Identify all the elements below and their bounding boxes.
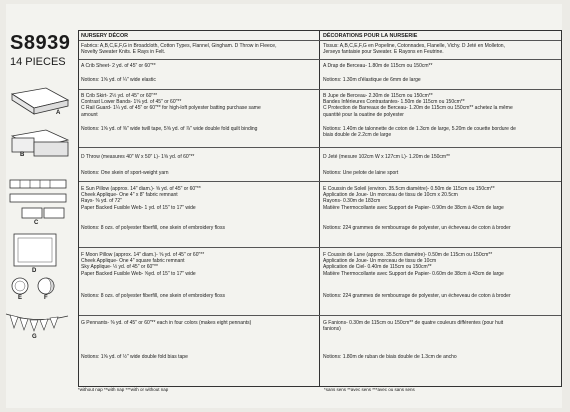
fr-line: Rayons- 0.30m de 183cm — [323, 198, 381, 205]
en-line: Fabrics: A,B,C,E,F,G in Broadcloth, Cotton Types, Flannel, Gingham. D Throw in Fleece, — [81, 43, 277, 49]
en-line: D Throw (measures 40" W x 50" L)- 1⅝ yd. of 60"** — [81, 154, 195, 160]
en-line: Rays- ⅜ yd. of 72" — [81, 198, 122, 205]
fr-line: Bandes Inférieures Contrastantes- 1.50m de 115cm ou 150cm** — [323, 99, 465, 106]
fr-line: Jerseys fantaisie pour Sweater. E Rayons en Feutrine. — [323, 49, 444, 56]
fr-line: Application de Joue- Un morceau de tissu de 10cm x 20.5cm — [323, 192, 458, 199]
thumb-label-e: E — [18, 295, 23, 301]
fr-line: C Protection de Barreaux de Berceau- 1.20m de 115cm ou 150cm** achetez la même — [323, 105, 513, 112]
moon-pillow-drawing — [38, 278, 54, 294]
fr-line: A Drap de Berceau- 1.80m de 115cm ou 150cm** — [323, 63, 433, 69]
fr-line: Matière Thermocollante avec Support de Papier- 0.90m de 38cm à 43cm de large — [323, 204, 504, 211]
thumb-label-b: B — [20, 152, 25, 158]
fr-line: Notions: Une pelote de laine sport — [323, 170, 399, 177]
pattern-back-sheet — [6, 4, 562, 408]
row-crib-skirt-rail-guard — [79, 89, 561, 148]
pieces-count: 14 PIECES — [10, 56, 66, 68]
thumb-label-c: C — [34, 220, 39, 226]
thumb-label-g: G — [32, 334, 37, 340]
en-line: A Crib Sheet- 2 yd. of 45" or 60"** — [81, 63, 156, 69]
fr-line: E Coussin de Soleil (environ. 35.5cm diamètre)- 0.50m de 115cm ou 150cm** — [323, 186, 495, 192]
fr-line: Notions: 224 grammes de rembourrage de polyester, un écheveau de coton à broder — [323, 292, 511, 299]
thumb-label-d: D — [32, 268, 37, 274]
footer-nap-legend-en: *without nap **with nap ***with or without nap — [78, 387, 169, 392]
footer-nap-legend-fr: *sans sens **avec sens ***avec ou sans sens — [324, 387, 415, 392]
en-line: Contrast Lower Bands- 1⅝ yd. of 45" or 60"** — [81, 99, 182, 106]
requirements-table — [78, 30, 562, 387]
en-line: Cheek Applique- One 4" square fabric remnant — [81, 258, 185, 265]
pennants-drawing — [6, 314, 68, 331]
en-line: B Crib Skirt- 2½ yd. of 45" or 60"** — [81, 93, 158, 99]
en-line: Novelty Sweater Knits. E Rays in Felt. — [81, 49, 166, 56]
en-line: Paper Backed Fusible Web- 1 yd. of 15" to 17" wide — [81, 204, 196, 211]
fr-line: G Fanions- 0.30m de 115cm ou 150cm** de quatre couleurs différentes (pour huit — [323, 320, 504, 326]
rail-guard-drawing — [10, 180, 66, 218]
row-pennants — [79, 315, 561, 386]
en-line: E Sun Pillow (approx. 14" diam.)- ⅝ yd. of 45" or 60"** — [81, 186, 201, 192]
fr-line: Notions: 1.80m de ruban de biais double de 1.3cm de ancho — [323, 354, 457, 361]
fr-line: biais double de 2.2cm de large — [323, 132, 392, 139]
row-fabrics — [79, 40, 561, 60]
fr-line: fanions) — [323, 326, 341, 333]
fr-line: Application de Ciel- 0.40m de 115cm ou 150cm** — [323, 264, 432, 271]
fr-line: Notions: 224 grammes de rembourrage de polyester, un écheveau de coton à broder — [323, 224, 511, 231]
fr-line: Application de Joue- Un morceau de tissu de 10cm — [323, 258, 437, 265]
fr-line: F Coussin de Lune (approx. 35.5cm diamètre)- 0.50m de 115cm ou 150cm** — [323, 252, 493, 258]
title-en: NURSERY DÉCOR — [81, 33, 129, 39]
row-sun-pillow — [79, 181, 561, 248]
fr-line: D Jeté (mesure 102cm W x 127cm L)- 1.20m de 150cm** — [323, 154, 450, 160]
row-throw — [79, 147, 561, 182]
en-line: Notions: One skein of sport-weight yarn — [81, 170, 169, 177]
en-line: Cheek Applique- One 4" x 8" fabric remnant — [81, 192, 178, 199]
thumbnail-column — [6, 66, 76, 406]
en-line: Paper Backed Fusible Web- ⅝yd. of 15" to 17" wide — [81, 270, 196, 277]
title-fr: DÉCORATIONS POUR LA NURSERIE — [323, 33, 418, 39]
en-line: Notions: 1⅝ yd. of ½" wide double fold bias tape — [81, 354, 188, 361]
en-line: F Moon Pillow (approx. 14" diam.)- ⅝ yd. of 45" or 60"** — [81, 252, 205, 258]
sun-pillow-drawing — [12, 278, 28, 294]
fr-line: Tissus: A,B,C,E,F,G en Popeline, Cotonnades, Flanelle, Vichy. D Jeté en Molleton, — [323, 43, 505, 49]
pattern-number: S8939 — [10, 32, 71, 54]
row-moon-pillow — [79, 247, 561, 316]
en-line: Notions: 8 ozs. of polyester fiberfill, one skein of embroidery floss — [81, 224, 225, 231]
row-crib-sheet — [79, 59, 561, 90]
thumb-label-a: A — [56, 110, 61, 116]
fr-line: quantité pour la ouatine de polyester — [323, 111, 404, 118]
en-line: Notions: 1⅝ yd. of ⅜" wide twill tape, 5⅝ yd. of ⅞" wide double fold quilt binding — [81, 125, 258, 132]
en-line: amount — [81, 111, 98, 118]
fr-line: Notions: 1.40m de talonnette de coton de 1.3cm de large, 5.20m de couette bordure de — [323, 125, 516, 132]
fr-line: Notions: 1.30m d'élastique de 6mm de large — [323, 77, 421, 84]
en-line: Sky Applique- ½ yd. of 45" or 60"** — [81, 264, 158, 271]
throw-drawing — [14, 234, 56, 266]
en-line: Notions: 8 ozs. of polyester fiberfill, one skein of embroidery floss — [81, 292, 225, 299]
thumb-label-f: F — [44, 295, 48, 301]
en-line: G Pennants- ⅜ yd. of 45" or 60"** each in four colors (makes eight pennants) — [81, 320, 252, 326]
line-drawings — [6, 66, 76, 406]
en-line: C Rail Guard- 1¼ yd. of 45" or 60"** for high-loft polyester batting purchase same — [81, 105, 261, 112]
fr-line: B Jupe de Berceau- 2.30m de 115cm ou 150cm** — [323, 93, 433, 99]
en-line: Notions: 1⅝ yd. of ¼" wide elastic — [81, 77, 156, 84]
fr-line: Matière Thermocollante avec Support de Papier- 0.60m de 38cm à 43cm de large — [323, 270, 504, 277]
